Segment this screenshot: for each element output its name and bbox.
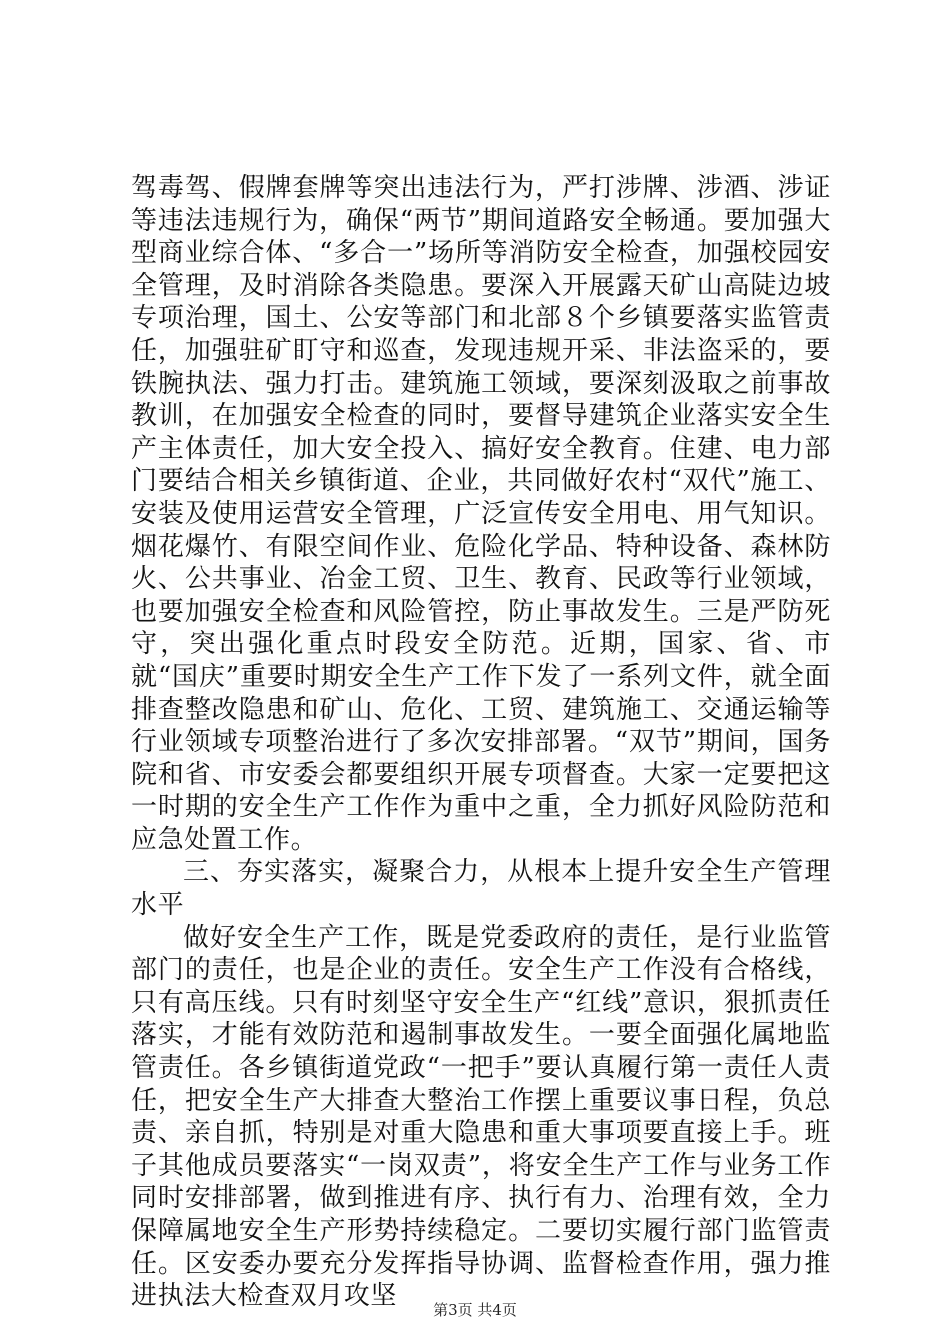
paragraph-main: 做好安全生产工作，既是党委政府的责任，是行业监管部门的责任，也是企业的责任。安全生产工作没有合格线，只有高压线。只有时刻坚守安全生产“红线”意识，狠抓责任落实，才能有效防范和遏制事故发生。一要全面强化属地监管责任。各乡镇街道党政“一把手”要认真履行第一责任人责任，把安全生产大排查大整治工作摆上重要议事日程，负总责、亲自抓，特别是对重大隐患和重大事项要直接上手。班子其他成员要落实“一岗双责”，将安全生产工作与业务工作同时安排部署，做到推进有序、执行有力、治理有效，全力保障属地安全生产形势持续稳定。二要切实履行部门监管责任。区安委办要充分发挥指导协调、监督检查作用，强力推进执法大检查双月攻坚 [131,922,831,1312]
paragraph-continuation: 驾毒驾、假牌套牌等突出违法行为，严打涉牌、涉酒、涉证等违法违规行为，确保“两节”期间道路安全畅通。要加强大型商业综合体、“多合一”场所等消防安全检查，加强校园安全管理，及时消除各类隐患。要深入开展露天矿山高陡边坡专项治理，国土、公安等部门和北部８个乡镇要落实监管责任，加强驻矿盯守和巡查，发现违规开采、非法盗采的，要铁腕执法、强力打击。建筑施工领域，要深刻汲取之前事故教训，在加强安全检查的同时，要督导建筑企业落实安全生产主体责任，加大安全投入、搞好安全教育。住建、电力部门要结合相关乡镇街道、企业，共同做好农村“双代”施工、安装及使用运营安全管理，广泛宣传安全用电、用气知识。烟花爆竹、有限空间作业、危险化学品、特种设备、森林防火、公共事业、冶金工贸、卫生、教育、民政等行业领域，也要加强安全检查和风险管控，防止事故发生。三是严防死守，突出强化重点时段安全防范。近期，国家、省、市就“国庆”重要时期安全生产工作下发了一系列文件，就全面排查整改隐患和矿山、危化、工贸、建筑施工、交通运输等行业领域专项整治进行了多次安排部署。“双节”期间，国务院和省、市安委会都要组织开展专项督查。大家一定要把这一时期的安全生产工作作为重中之重，全力抓好风险防范和应急处置工作。 [131,173,831,855]
page-number-label: 第3页 共4页 [433,1301,517,1319]
page-footer [0,1299,950,1320]
section-heading: 三、夯实落实，凝聚合力，从根本上提升安全生产管理水平 [131,857,831,921]
document-body [131,172,831,1313]
